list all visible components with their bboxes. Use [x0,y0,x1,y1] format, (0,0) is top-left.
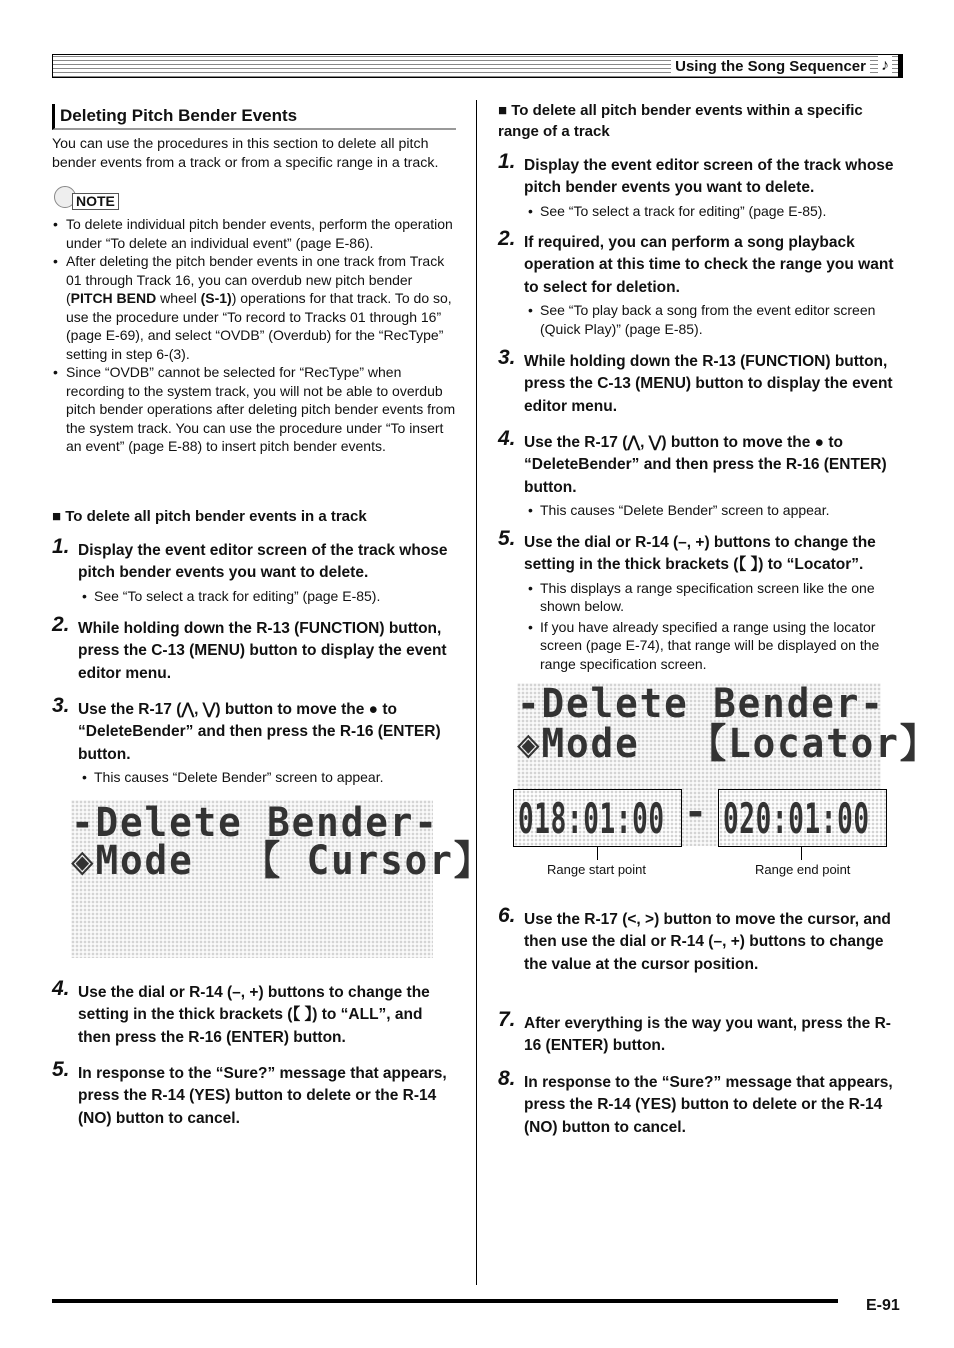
page-number: E-91 [866,1297,900,1314]
step-r6: 6. Use the R-17 (<, >) button to move the cursor, and then use the dial or R-14 (–, +) buttons to change the value at the cursor position. [498,904,891,973]
step-4: 4. Use the dial or R-14 (–, +) buttons to change the setting in the thick brackets (【 】) to “ALL”, and then press the R-16 (ENTER) button. [52,977,430,1046]
subsection-heading: ■ To delete all pitch bender events in a track [52,508,367,525]
step-r2: 2. If required, you can perform a song playback operation at this time to check the range you want to select for deletion. • See “To play back a song from the event editor screen (Quick Play)” (page E-85). [498,232,902,338]
lcd-line-1: -Delete Bender- [71,800,439,846]
end-pointer-line [801,846,802,860]
step-r1: 1. Display the event editor screen of the track whose pitch bender events you want to delete. • See “To select a track for editing” (page E-85). [498,155,902,220]
section-title: Deleting Pitch Bender Events [52,104,456,130]
step-3: 3. Use the R-17 (⋀, ⋁) button to move the ● to “DeleteBender” and then press the R-16 (ENTER) button. • This causes “Delete Bender” screen to appear. [52,699,457,787]
lcd-line-2: ◈Mode 【 Cursor】 [71,838,494,884]
note-item: • After deleting the pitch bender events in one track from Track 01 through Track 16, you can overdub new pitch bender (PITCH BEND wheel (S-1)) operations for that track. To do so, use the procedure under “To record to Tracks 01 through 16” (page E-69), and select “OVDB” (Overdub) for the “RecType” setting in step 6-(3). [52,252,458,363]
music-note-icon: ♪ [878,56,892,76]
step-r8: 8. In response to the “Sure?” message that appears, press the R-14 (YES) button to delete or the R-14 (NO) button to cancel. [498,1067,893,1136]
range-end-box [718,789,887,847]
header-end-bar [898,54,903,78]
note-label: NOTE [72,193,119,210]
step-5: 5. In response to the “Sure?” message that appears, press the R-14 (YES) button to delete or the R-14 (NO) button to cancel. [52,1058,447,1127]
start-pointer-line [597,846,598,860]
lcd-line-1: -Delete Bender- [517,681,885,727]
step-1: 1. Display the event editor screen of the track whose pitch bender events you want to delete. • See “To select a track for editing” (page E-85). [52,540,457,605]
range-end-value: 020:01:00 [723,794,870,843]
lcd-line-2: ◈Mode 【Locator】 [517,721,940,767]
range-dash: - [684,790,707,834]
range-start-value: 018:01:00 [518,794,665,843]
range-start-caption: Range start point [547,862,647,877]
step-r7: 7. After everything is the way you want, press the R-16 (ENTER) button. [498,1008,891,1055]
step-r5: 5. Use the dial or R-14 (–, +) buttons to change the setting in the thick brackets (【 】) to “Locator”. • This displays a range specification screen like the one shown below. • If you have already specified a range using the locator screen (page E-74), that range will be displayed on the range specification screen. [498,532,902,673]
step-2: 2. While holding down the R-13 (FUNCTION) button, press the C-13 (MENU) button to display the event editor menu. [52,613,447,682]
footer-bar [52,1299,838,1303]
intro-paragraph: You can use the procedures in this section to delete all pitch bender events from a track or from a specific range in a track. [52,136,439,171]
step-r4: 4. Use the R-17 (⋀, ⋁) button to move the ● to “DeleteBender” and then press the R-16 (ENTER) button. • This causes “Delete Bender” screen to appear. [498,432,902,520]
subsection-heading-range: ■ To delete all pitch bender events within a specific range of a track [498,102,863,140]
running-header-title: Using the Song Sequencer [671,58,870,75]
range-start-box [513,789,682,847]
note-item: • To delete individual pitch bender events, perform the operation under “To delete an individual event” (page E-86). [52,215,458,252]
lcd-delete-bender-cursor [71,800,494,958]
note-item: • Since “OVDB” cannot be selected for “RecType” when recording to the system track, you will not be able to overdub pitch bender operations after deleting pitch bender events from the system track. You can use the procedure under “To insert an event” (page E-88) to insert pitch bender events. [52,363,458,456]
step-r3: 3. While holding down the R-13 (FUNCTION) button, press the C-13 (MENU) button to display the event editor menu. [498,346,893,415]
note-list [52,215,458,456]
column-divider [476,100,477,1285]
range-end-caption: Range end point [755,862,851,877]
note-badge [54,186,128,212]
